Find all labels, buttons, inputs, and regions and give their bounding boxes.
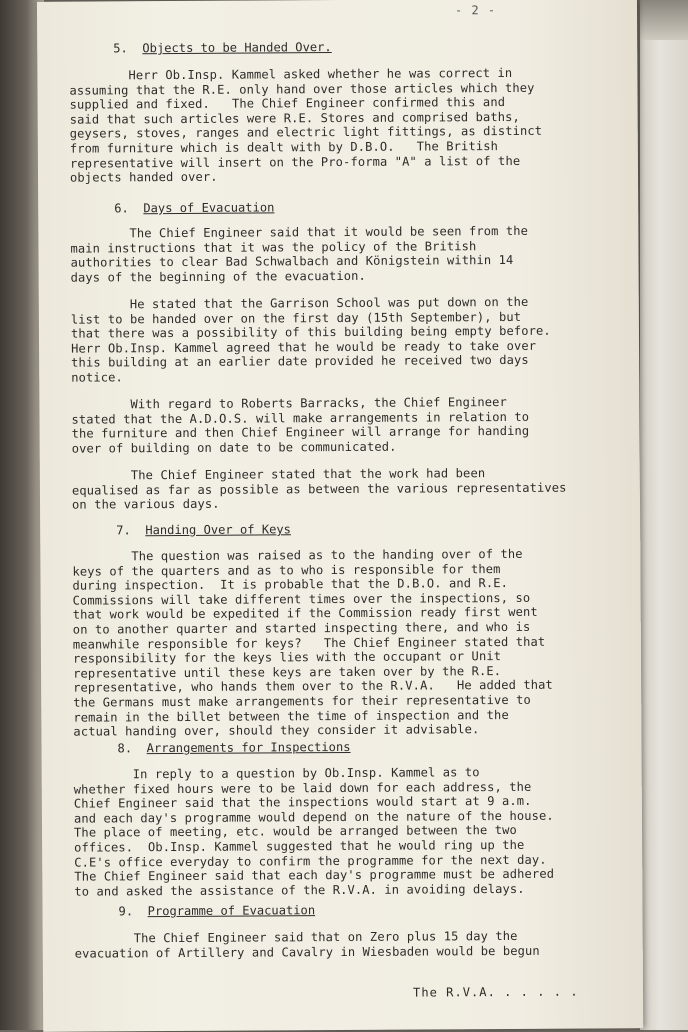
- section-title: Programme of Evacuation: [147, 903, 316, 919]
- paragraph: With regard to Roberts Barracks, the Chief Engineer stated that the A.D.O.S. will make arrangements in relation to the furniture and then Chief Engineer will arrange for handing over of building on date to be communicated.: [71, 394, 530, 456]
- section-number: 7.: [116, 523, 131, 538]
- paragraph: The Chief Engineer said that it would be seen from the main instructions that it was the policy of the British authorities to clear Bad Schwalbach and Königstein within 14 days of the beginning of the evacuation.: [70, 223, 529, 285]
- section-8-heading: [117, 740, 350, 756]
- section-title: Handing Over of Keys: [145, 522, 291, 538]
- section-6-heading: [114, 200, 274, 216]
- section-title: Arrangements for Inspections: [146, 739, 351, 756]
- section-number: 6.: [114, 201, 129, 216]
- section-5-heading: [113, 40, 332, 56]
- adjacent-page: [640, 0, 688, 1030]
- paragraph: Herr Ob.Insp. Kammel asked whether he was correct in assuming that the R.E. only hand over those articles which they supplied and fixed. The Chief Engineer confirmed this and said that such articles were R.E. Stores and comprised baths, geysers, stoves, ranges and electric light fittings, as distinct from furniture which is dealt with by D.B.O. The British representative will insert on the Pro-forma "A" a list of the objects handed over.: [69, 65, 543, 185]
- paragraph: The Chief Engineer stated that the work had been equalised as far as possible as between the various representatives on the various days.: [71, 466, 567, 512]
- section-7-heading: [116, 522, 291, 538]
- section-title: Days of Evacuation: [143, 200, 275, 216]
- continuation-catchword: The R.V.A. . . . . .: [412, 984, 579, 1000]
- paragraph: The question was raised as to the handing over of the keys of the quarters and as to who is responsible for them during inspection. It is probable that the D.B.O. and R.E. Commissions will take different times over the inspections, so that work would be expedited if the Commission ready first went on to another quarter and started inspecting there, and who is meanwhile responsible for keys? The Chief Engineer stated that responsibility for the keys lies with the occupant or Unit representative until these keys are taken over by the R.E. representative, who hands them over to the R.V.A. He added that the Germans must make arrangements for their representative to remain in the billet between the time of inspection and the actual handing over, should they consider it advisable.: [72, 546, 553, 739]
- document-page: [37, 0, 643, 1032]
- section-number: 8.: [117, 741, 133, 756]
- paragraph: He stated that the Garrison School was put down on the list to be handed over on the first day (15th September), but that there was a possibility of this building being empty before. Herr Ob.Insp. Kammel agreed that he would be ready to take over this building at an earlier date provided he received two days notice.: [70, 294, 551, 385]
- paragraph: In reply to a question by Ob.Insp. Kammel as to whether fixed hours were to be laid down for each address, the Chief Engineer said that the inspections would start at 9 a.m. and each day's programme would depend on the nature of the house. The place of meeting, etc. would be arranged between the two offices. Ob.Insp. Kammel suggested that he would ring up the C.E's office everyday to confirm the programme for the next day. The Chief Engineer said that each day's programme must be adhered to and asked the assistance of the R.V.A. in avoiding delays.: [73, 765, 555, 899]
- section-title: Objects to be Handed Over.: [142, 40, 332, 56]
- section-number: 5.: [113, 41, 128, 56]
- section-number: 9.: [118, 904, 134, 919]
- paragraph: The Chief Engineer said that on Zero plus 15 day the evacuation of Artillery and Cavalry in Wiesbaden would be begun: [74, 928, 540, 961]
- adjacent-page-shadow: [640, 0, 688, 40]
- section-9-heading: [118, 903, 315, 919]
- page-number: - 2 -: [454, 3, 497, 18]
